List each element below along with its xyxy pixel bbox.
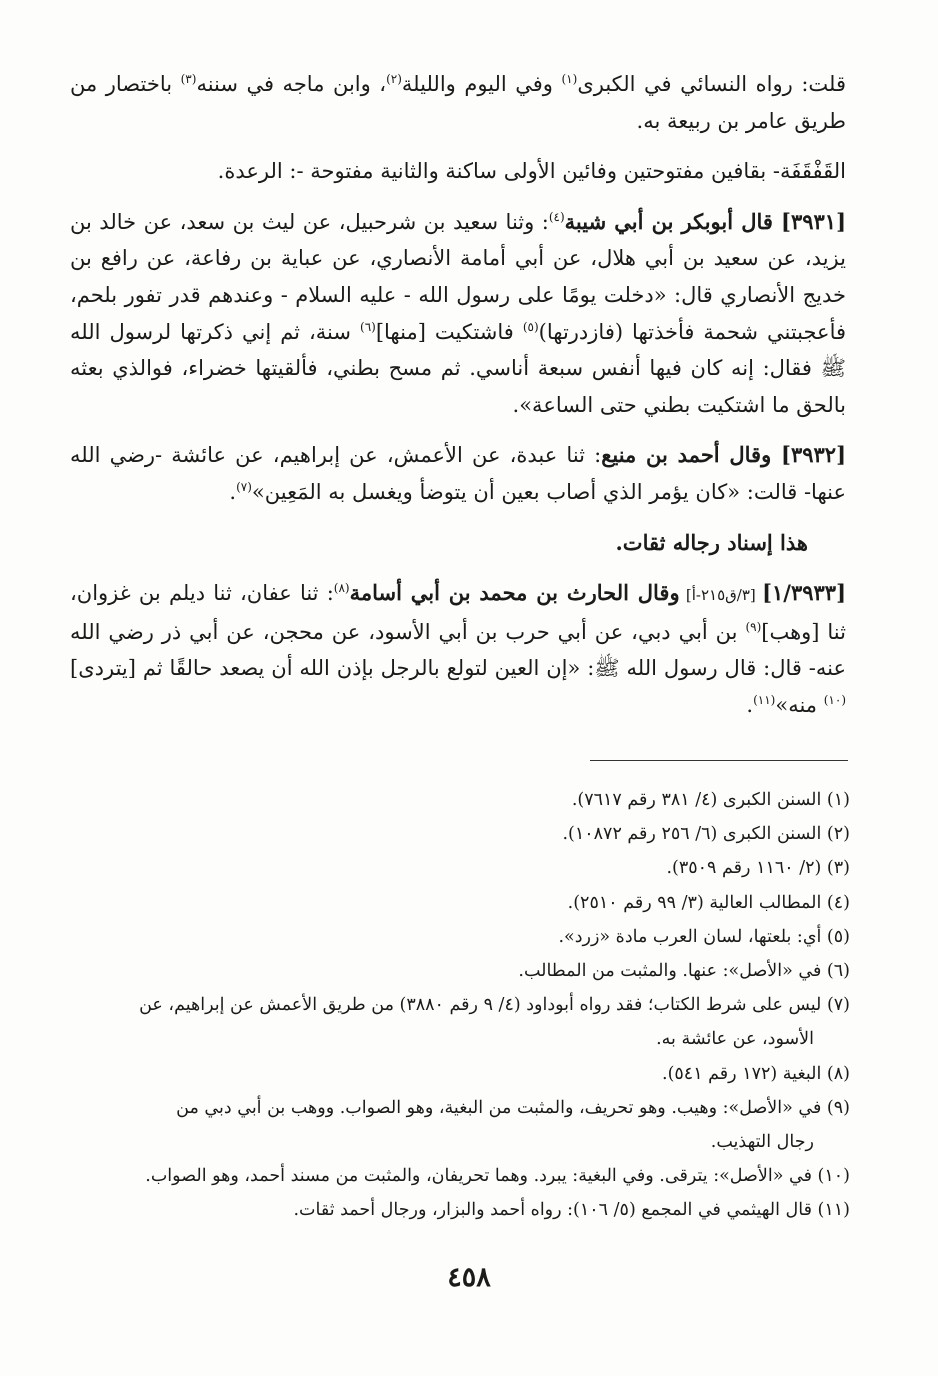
text-run: بن أبي دبي، عن أبي حرب بن أبي الأسود، عن محجن، عن أبي ذر رضي الله عنه- قال: قال رسول الله ﷺ: «إن العين لتولع بالرجل بإذن الله أن يصعد حالقًا ثم [يتردى] bbox=[70, 619, 846, 681]
hadith-heading: [٣٩٣١] قال أبوبكر بن أبي شيبة bbox=[564, 208, 846, 234]
text-run: : وثنا سعيد بن شرحبيل، عن ليث بن سعد، عن خالد بن يزيد، عن سعيد بن أبي هلال، عن أبي أمامة الأنصاري، عن عباية بن رفاعة، عن رافع بن خديج الأنصاري قال: «دخلت يومًا على رسول الله - عليه السلام - وعندهم قدر تفور بلحم، فأعجبتني شحمة فأخذتها (فازدرتها) bbox=[70, 209, 847, 344]
footnote-ref: (٧) bbox=[236, 479, 252, 494]
footnote-ref: (٦) bbox=[360, 319, 376, 334]
isnad-note: هذا إسناد رجاله ثقات. bbox=[615, 529, 808, 555]
footnote-continuation: الأسود، عن عائشة به. bbox=[656, 1029, 814, 1050]
paragraph-1 bbox=[70, 66, 846, 139]
footnote-continuation: رجال التهذيب. bbox=[710, 1132, 814, 1153]
page-number: ٤٥٨ bbox=[447, 1262, 491, 1293]
paragraph-2: القَفْقَفَة- بقافين مفتوحتين وفائين الأولى ساكنة والثانية مفتوحة -: الرعدة. bbox=[217, 159, 846, 184]
footnote-ref: (٩) bbox=[745, 619, 762, 634]
footnote-ref: (٢) bbox=[386, 72, 402, 86]
footnote-11: (١١) قال الهيثمي في المجمع (٥/ ١٠٦): رواه أحمد والبزار، ورجال أحمد ثقات. bbox=[293, 1200, 850, 1221]
text-run: : ثنا عفان، ثنا ديلم بن غزوان، ثنا [وهب] bbox=[70, 581, 846, 644]
hadith-3932 bbox=[70, 437, 846, 510]
footnote-9-continued bbox=[70, 1125, 850, 1159]
text-run: وفي اليوم والليلة bbox=[401, 72, 562, 96]
footnote-5: (٥) أي: بلعتها، لسان العرب مادة «زرد». bbox=[558, 926, 850, 947]
footnotes bbox=[70, 783, 850, 1228]
text-run: . bbox=[229, 479, 237, 504]
footnote-ref: (٣) bbox=[180, 72, 197, 86]
footnote-ref: (٤) bbox=[548, 209, 565, 224]
footnote-separator bbox=[590, 760, 848, 761]
footnote-ref: (٥) bbox=[522, 319, 539, 334]
footnote-ref: (١١) bbox=[753, 692, 776, 707]
footnote-4: (٤) المطالب العالية (٣/ ٩٩ رقم ٢٥١٠). bbox=[567, 892, 850, 913]
main-text bbox=[70, 66, 846, 732]
hadith-number: [١/٣٩٣٣] bbox=[762, 580, 847, 606]
hadith-heading: وقال الحارث بن محمد بن أبي أسامة bbox=[349, 580, 680, 606]
footnote-ref: (١٠) bbox=[823, 692, 846, 707]
footnote-9: (٩) في «الأصل»: وهيب. وهو تحريف، والمثبت من البغية، وهو الصواب. ووهب بن أبي دبي من bbox=[176, 1097, 850, 1118]
footnote-1: (١) السنن الكبرى (٤/ ٣٨١ رقم ٧٦١٧). bbox=[571, 790, 850, 810]
footnote-8: (٨) البغية (١٧٢ رقم ٥٤١). bbox=[662, 1063, 850, 1084]
footnote-7-continued bbox=[70, 1022, 850, 1056]
text-run: ، وابن ماجه في سننه bbox=[196, 72, 387, 96]
text-run: : ثنا عبدة، عن الأعمش، عن إبراهيم، عن عائشة -رضي الله عنها- قالت: «كان يؤمر الذي أصاب بعين أن يتوضأ ويغسل به المَعِين» bbox=[70, 443, 846, 504]
hadith-heading: [٣٩٣٢] وقال أحمد بن منيع bbox=[601, 442, 846, 468]
hadith-3933 bbox=[70, 575, 846, 723]
hadith-3931 bbox=[70, 204, 846, 424]
footnote-ref: (١) bbox=[561, 72, 578, 86]
text-run: منه» bbox=[775, 692, 824, 717]
footnote-6: (٦) في «الأصل»: عنها. والمثبت من المطالب. bbox=[518, 961, 850, 982]
footnote-10: (١٠) في «الأصل»: يترقى. وفي البغية: يبرد. وهما تحريفان، والمثبت من مسند أحمد، وهو الصواب. bbox=[145, 1166, 850, 1187]
text-run: . bbox=[746, 692, 754, 717]
footnote-3: (٣) (٢/ ١١٦٠ رقم ٣٥٠٩). bbox=[666, 858, 850, 879]
text-run: قلت: رواه النسائي في الكبرى bbox=[577, 72, 847, 96]
manuscript-ref: [٣/ق٢١٥-أ] bbox=[679, 586, 763, 605]
footnote-7: (٧) ليس على شرط الكتاب؛ فقد رواه أبوداود (٤/ ٩ رقم ٣٨٨٠) من طريق الأعمش عن إبراهيم، عن bbox=[139, 995, 850, 1016]
footnote-2: (٢) السنن الكبرى (٦/ ٢٥٦ رقم ١٠٨٧٢). bbox=[562, 824, 850, 845]
text-run: فاشتكيت [منها] bbox=[375, 319, 523, 344]
text-run: باختصار من طريق عامر بن ربيعة به. bbox=[70, 72, 846, 133]
text-run: سنة، ثم إني ذكرتها لرسول الله ﷺ فقال: إنه كان فيها أنفس سبعة أناسي. ثم مسح بطني، فألقيتها خضراء، فوالذي بعثه بالحق ما اشتكيت بطني حتى الساعة». bbox=[70, 319, 846, 417]
footnote-ref: (٨) bbox=[333, 581, 350, 596]
